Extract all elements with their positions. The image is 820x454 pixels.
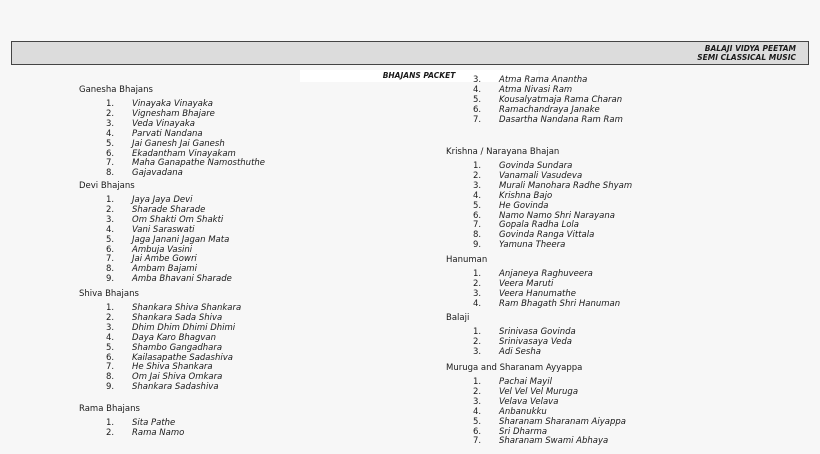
item-title: Sharanam Sharanam Aiyappa: [499, 416, 626, 427]
item-number: 6.: [106, 148, 115, 159]
section-title-shiva-bhajans: Shiva Bhajans: [79, 289, 139, 299]
item-number: 4.: [473, 298, 482, 309]
item-title: Murali Manohara Radhe Shyam: [499, 180, 633, 191]
item-number: 8.: [106, 264, 115, 275]
item-title: Jaya Jaya Devi: [132, 195, 193, 205]
item-title: Sri Dharma: [499, 426, 548, 437]
item-title: Govinda Sundara: [499, 161, 573, 171]
item-number: 1.: [106, 303, 115, 313]
item-title: Vignesham Bhajare: [132, 108, 215, 119]
item-number: 4.: [473, 84, 482, 95]
item-title: Rama Namo: [132, 427, 185, 438]
item-number: 1.: [473, 161, 482, 171]
item-number: 2.: [106, 427, 115, 438]
item-number: 2.: [106, 312, 115, 323]
item-title: Vinayaka Vinayaka: [132, 99, 213, 109]
item-title: Yamuna Theera: [499, 240, 566, 251]
item-title: Vani Saraswati: [132, 224, 195, 235]
item-title: Govinda Ranga Vittala: [499, 230, 595, 241]
header-line-1: BALAJI VIDYA PEETAM: [704, 44, 796, 53]
item-number: 3.: [473, 396, 482, 407]
item-title: He Govinda: [499, 200, 549, 211]
item-number: 6.: [106, 244, 115, 255]
item-number: 5.: [473, 200, 482, 211]
item-number: 7.: [106, 254, 115, 265]
item-title: Veda Vinayaka: [132, 118, 195, 129]
item-number: 8.: [106, 372, 115, 383]
item-number: 1.: [106, 195, 115, 205]
item-number: 4.: [106, 128, 115, 139]
item-title: Dhim Dhim Dhimi Dhimi: [132, 322, 236, 333]
header-line-2: SEMI CLASSICAL MUSIC: [697, 53, 796, 62]
item-number: 1.: [106, 99, 115, 109]
item-title: Jai Ambe Gowri: [132, 254, 197, 265]
document-header: [11, 41, 809, 65]
item-number: 5.: [106, 138, 115, 149]
section-title-ganesha-bhajans: Ganesha Bhajans: [79, 85, 153, 95]
item-title: Anjaneya Raghuveera: [499, 269, 593, 279]
section-title-hanuman: Hanuman: [446, 255, 488, 265]
item-title: Sharanam Swami Abhaya: [499, 436, 609, 447]
item-title: Gajavadana: [132, 168, 183, 179]
item-number: 3.: [473, 75, 482, 85]
item-title: Kousalyatmaja Rama Charan: [499, 94, 623, 105]
section-title-krishna-narayana-bhajan: Krishna / Narayana Bhajan: [446, 147, 560, 157]
item-number: 3.: [106, 322, 115, 333]
item-title: Veera Hanumathe: [499, 288, 576, 299]
item-title: Shankara Shiva Shankara: [132, 303, 242, 313]
item-number: 3.: [106, 214, 115, 225]
item-title: Krishna Bajo: [499, 190, 553, 201]
item-title: Atma Nivasi Ram: [499, 84, 573, 95]
item-number: 9.: [106, 274, 115, 285]
item-title: Amba Bhavani Sharade: [132, 274, 232, 285]
item-title: Shankara Sada Shiva: [132, 312, 223, 323]
item-title: Ramachandraya Janake: [499, 104, 600, 115]
item-number: 4.: [473, 406, 482, 417]
item-title: Shankara Sadashiva: [132, 382, 219, 393]
item-title: Om Shakti Om Shakti: [132, 214, 224, 225]
item-title: Anbanukku: [499, 406, 547, 417]
item-number: 2.: [473, 386, 482, 397]
item-title: Jaga Janani Jagan Mata: [132, 234, 230, 245]
item-number: 3.: [473, 288, 482, 299]
item-number: 4.: [473, 190, 482, 201]
item-title: Ambuja Vasini: [132, 244, 193, 255]
item-number: 6.: [106, 352, 115, 363]
item-title: Kailasapathe Sadashiva: [132, 352, 233, 363]
item-number: 3.: [473, 180, 482, 191]
item-number: 3.: [473, 346, 482, 357]
item-title: Shambo Gangadhara: [132, 342, 223, 353]
item-number: 3.: [106, 118, 115, 129]
section-title-muruga-and-sharanam-ayyappa: Muruga and Sharanam Ayyappa: [446, 363, 583, 373]
item-title: Sita Pathe: [132, 418, 176, 428]
item-title: Velava Velava: [499, 396, 559, 407]
section-title-rama-bhajans: Rama Bhajans: [79, 404, 140, 414]
item-title: Ambam Bajami: [132, 264, 197, 275]
item-number: 5.: [106, 234, 115, 245]
item-title: Jai Ganesh Jai Ganesh: [132, 138, 225, 149]
item-number: 6.: [473, 104, 482, 115]
packet-title: BHAJANS PACKET: [300, 70, 538, 82]
item-number: 2.: [106, 108, 115, 119]
item-title: Vanamali Vasudeva: [499, 170, 583, 181]
item-number: 1.: [473, 327, 482, 337]
item-number: 8.: [106, 168, 115, 179]
item-number: 7.: [106, 158, 115, 169]
item-title: Srinivasa Govinda: [499, 327, 576, 337]
item-title: Gopala Radha Lola: [499, 220, 579, 231]
item-number: 2.: [106, 204, 115, 215]
item-number: 1.: [473, 377, 482, 387]
item-number: 4.: [106, 224, 115, 235]
item-number: 7.: [473, 114, 482, 125]
item-number: 5.: [473, 94, 482, 105]
item-title: Ram Bhagath Shri Hanuman: [499, 298, 621, 309]
item-title: Namo Namo Shri Narayana: [499, 210, 615, 221]
item-number: 2.: [473, 278, 482, 289]
item-number: 6.: [473, 210, 482, 221]
item-number: 1.: [106, 418, 115, 428]
item-title: Maha Ganapathe Namosthuthe: [132, 158, 266, 169]
item-number: 5.: [473, 416, 482, 427]
item-title: Daya Karo Bhagvan: [132, 332, 217, 343]
item-number: 8.: [473, 230, 482, 241]
item-number: 2.: [473, 336, 482, 347]
item-title: Adi Sesha: [499, 346, 541, 357]
item-number: 6.: [473, 426, 482, 437]
item-title: Srinivasaya Veda: [499, 336, 572, 347]
item-title: Om Jai Shiva Omkara: [132, 372, 223, 383]
item-title: He Shiva Shankara: [132, 362, 213, 373]
item-number: 9.: [473, 240, 482, 251]
item-number: 7.: [473, 220, 482, 231]
item-title: Veera Maruti: [499, 278, 554, 289]
item-number: 9.: [106, 382, 115, 393]
item-title: Atma Rama Anantha: [499, 75, 588, 85]
item-number: 7.: [106, 362, 115, 373]
item-number: 4.: [106, 332, 115, 343]
item-number: 5.: [106, 342, 115, 353]
item-number: 1.: [473, 269, 482, 279]
header-text: [697, 44, 796, 62]
item-title: Vel Vel Vel Muruga: [499, 386, 579, 397]
section-title-balaji: Balaji: [446, 313, 470, 323]
item-title: Parvati Nandana: [132, 128, 203, 139]
item-number: 7.: [473, 436, 482, 447]
section-title-devi-bhajans: Devi Bhajans: [79, 181, 135, 191]
item-title: Dasartha Nandana Ram Ram: [499, 114, 623, 125]
item-title: Sharade Sharade: [132, 204, 206, 215]
item-title: Ekadantham Vinayakam: [132, 148, 236, 159]
item-title: Pachai Mayil: [499, 377, 552, 387]
item-number: 2.: [473, 170, 482, 181]
